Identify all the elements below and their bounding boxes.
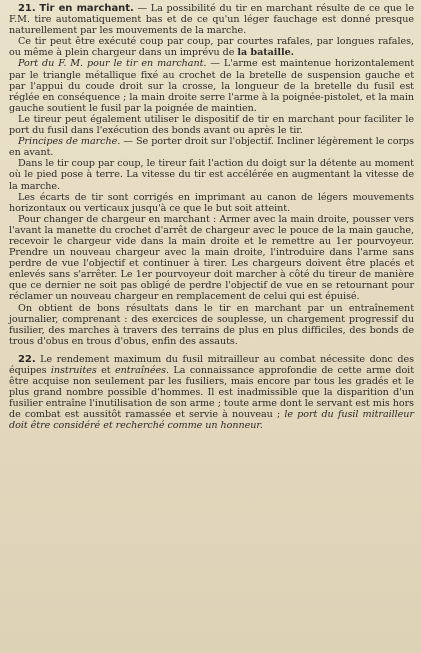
section-heading-21: Tir en marchant. bbox=[39, 3, 134, 14]
paragraph-22-text-a: Le rendement maximum du fusil mitrailleur au combat nécessite donc des équipes bbox=[9, 353, 414, 376]
port-fm-text: L'arme est maintenue horizontalement par le triangle métallique fixé au crochet de la bretelle de suspension gauche et par l'appui du coude droit sur la crosse, la longueur de la bretelle du fusil est réglée en conséquence ; la main droite serre l'arme à la poignée-pistolet, et la main gauche soutient le fusil par la poignée de maintien. bbox=[9, 58, 415, 114]
paragraph-rate-bold: la bataille. bbox=[237, 47, 294, 59]
paragraph-rate-of-fire bbox=[9, 36, 414, 58]
principles-dash: — bbox=[120, 136, 136, 148]
paragraph-single-shot: Dans le tir coup par coup, le tireur fait l'action du doigt sur la détente au moment où le pied pose à terre. La vitesse du tir est accélérée en augmentant la vitesse de la marche. bbox=[9, 158, 414, 192]
paragraph-port-fm bbox=[9, 58, 414, 113]
paragraph-22-text-c: . La connaissance approfondie de cette arme doit être acquise non seulement par les fusiliers, mais encore par tous les gradés et le plus grand nombre possible d'hommes. Il est inadmissible que la disparition d'un fusilier entraîne l'inutilisation de son arme ; toute arme dont le servant est mis hors de combat est aussitôt ramassée et servie à nouveau ; bbox=[9, 365, 414, 421]
paragraph-22-italic-entrainees: entraînées bbox=[114, 365, 167, 376]
port-fm-label: Port du F. M. pour le tir en marchant. bbox=[18, 58, 207, 70]
paragraph-rate-text: Ce tir peut être exécuté coup par coup, par courtes rafales, par longues rafales, ou même à plein chargeur dans un imprévu de bbox=[9, 36, 414, 59]
paragraph-22-italic-honneur: le port du fusil mitrailleur doit être considéré et recherché comme un honneur. bbox=[9, 409, 414, 432]
paragraph-change-magazine: Pour changer de chargeur en marchant : Armer avec la main droite, pousser vers l'avant la manette du crochet d'arrêt de chargeur avec le pouce de la main gauche, recevoir le chargeur vide dans la main droite et le remettre au 1er pourvoyeur. Prendre un nouveau chargeur avec la main droite, l'introduire dans l'arme sans perdre de vue l'objectif et continuer à tirer. Les chargeurs doivent être placés et enlevés sans s'arrêter. Le 1er pourvoyeur doit marcher à côté du tireur de manière que ce dernier ne soit pas obligé de perdre l'objectif de vue en se retournant pour réclamer un nouveau chargeur en remplacement de celui qui est épuisé. bbox=[9, 213, 414, 303]
section-number-22: 22. bbox=[18, 353, 36, 365]
heading-dash: — bbox=[133, 3, 151, 14]
principles-text: Se porter droit sur l'objectif. Incliner légèrement le corps en avant. bbox=[9, 136, 414, 159]
paragraph-device-use: Le tireur peut également utiliser le dispositif de tir en marchant pour faciliter le port du fusil dans l'exécution des bonds avant ou après le tir. bbox=[9, 113, 414, 137]
paragraph-21-intro bbox=[9, 3, 414, 36]
paragraph-corrections: Les écarts de tir sont corrigés en imprimant au canon de légers mouvements horizontaux ou verticaux jusqu'à ce que le but soit atteint. bbox=[9, 191, 414, 214]
section-number-21: 21. bbox=[18, 3, 36, 14]
paragraph-22-italic-instruites: instruites bbox=[50, 365, 97, 376]
paragraph-training: On obtient de bons résultats dans le tir en marchant par un entraînement journalier, comprenant : des exercices de souplesse, un chargement progressif du fusilier, des marches à travers des terrains de plus en plus difficiles, des bonds de trous d'obus en trous d'obus, enfin des assauts. bbox=[9, 302, 414, 347]
paragraph-22-text-b: et bbox=[96, 365, 115, 376]
paragraph-principles bbox=[9, 136, 414, 158]
paragraph-22 bbox=[9, 354, 414, 432]
principles-label: Principes de marche. bbox=[18, 136, 121, 148]
paragraph-21-text: La possibilité du tir en marchant résulte de ce que le F.M. tire automatiquement bas et de ce qu'un léger fauchage est donné presque naturellement par les mouvements de la marche. bbox=[9, 3, 415, 37]
port-fm-dash: — bbox=[206, 58, 224, 70]
